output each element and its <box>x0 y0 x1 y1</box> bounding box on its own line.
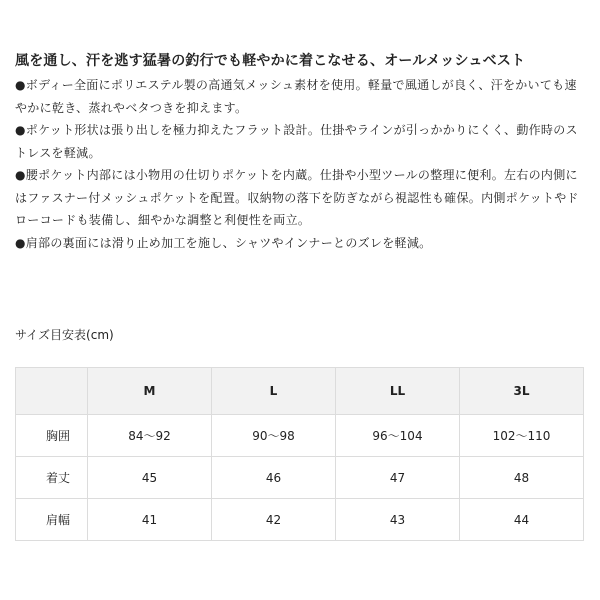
table-cell: 46 <box>212 457 336 499</box>
table-cell: 43 <box>336 499 460 541</box>
description-headline: 風を通し、汗を逃す猛暑の釣行でも軽やかに着こなせる、オールメッシュベスト <box>15 53 526 69</box>
table-cell: 84〜92 <box>88 415 212 457</box>
table-row-shoulder <box>16 499 584 541</box>
table-cell: 45 <box>88 457 212 499</box>
size-table <box>15 367 584 541</box>
feature-list <box>15 74 587 254</box>
header-size-m: M <box>88 368 212 415</box>
table-cell: 42 <box>212 499 336 541</box>
table-cell: 47 <box>336 457 460 499</box>
header-size-ll: LL <box>336 368 460 415</box>
size-guide-label: サイズ目安表(cm) <box>15 328 114 342</box>
table-cell: 96〜104 <box>336 415 460 457</box>
table-cell: 102〜110 <box>460 415 584 457</box>
table-cell: 41 <box>88 499 212 541</box>
feature-item: ●ポケット形状は張り出しを極力抑えたフラット設計。仕掛やラインが引っかかりにくく、動作時のストレスを軽減。 <box>15 123 578 160</box>
feature-item: ●ボディー全面にポリエステル製の高通気メッシュ素材を使用。軽量で風通しが良く、汗をかいても速やかに乾き、蒸れやベタつきを抑えます。 <box>15 78 577 115</box>
table-cell: 44 <box>460 499 584 541</box>
row-label: 着丈 <box>16 457 88 499</box>
header-size-3l: 3L <box>460 368 584 415</box>
feature-item: ●肩部の裏面には滑り止め加工を施し、シャツやインナーとのズレを軽減。 <box>15 235 432 250</box>
product-description <box>15 50 587 254</box>
header-size-l: L <box>212 368 336 415</box>
table-cell: 90〜98 <box>212 415 336 457</box>
table-cell: 48 <box>460 457 584 499</box>
table-row-chest <box>16 415 584 457</box>
size-table-header-row <box>16 368 584 415</box>
feature-item: ●腰ポケット内部には小物用の仕切りポケットを内蔵。仕掛や小型ツールの整理に便利。左右の内側にはファスナー付メッシュポケットを配置。収納物の落下を防ぎながら視認性も確保。内側ポケットやドローコードも装備し、細やかな調整と利便性を両立。 <box>15 168 579 227</box>
table-row-length <box>16 457 584 499</box>
header-empty-cell <box>16 368 88 415</box>
row-label: 肩幅 <box>16 499 88 541</box>
row-label: 胸囲 <box>16 415 88 457</box>
